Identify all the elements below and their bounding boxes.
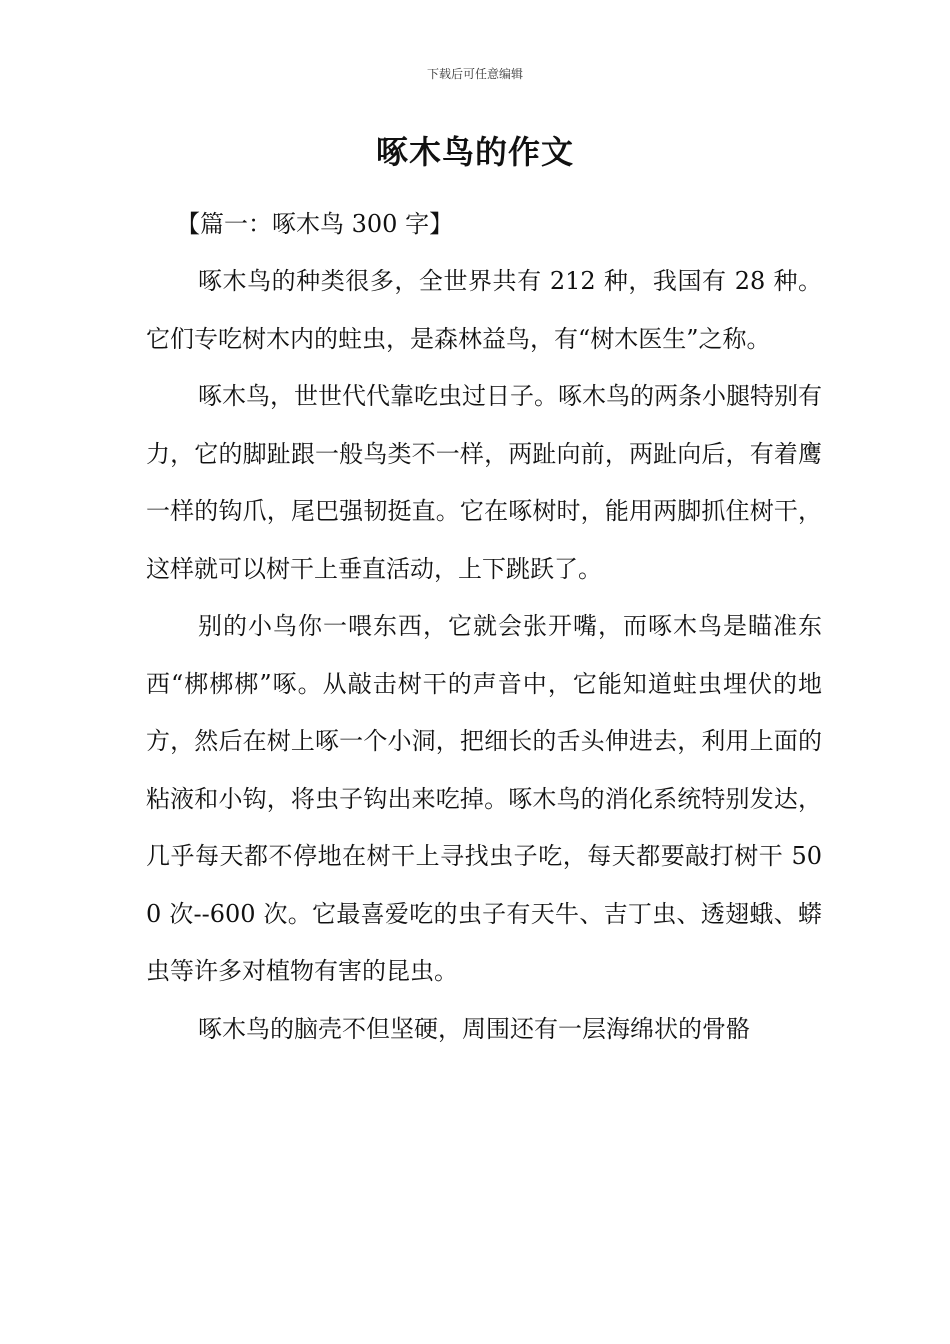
section-heading: 【篇一：啄木鸟 300 字】 xyxy=(176,210,454,238)
header-note: 下载后可任意编辑 xyxy=(426,67,523,81)
paragraph-3: 别的小鸟你一喂东西，它就会张开嘴，而啄木鸟是瞄准东西“梆梆梆”啄。从敲击树干的声音中，它能知道蛀虫埋伏的地方，然后在树上啄一个小洞，把细长的舌头伸进去，利用上面的粘液和小钩，将虫子钩出来吃掉。啄木鸟的消化系统特别发达，几乎每天都不停地在树干上寻找虫子吃，每天都要敲打树干 500 次--600 次。它最喜爱吃的虫子有天牛、吉丁虫、透翅蛾、蟒虫等许多对植物有害的昆虫。 xyxy=(146,612,822,985)
paragraph-1: 啄木鸟的种类很多，全世界共有 212 种，我国有 28 种。它们专吃树木内的蛀虫，是森林益鸟，有“树木医生”之称。 xyxy=(146,267,822,353)
document-title: 啄木鸟的作文 xyxy=(375,133,574,171)
paragraph-2: 啄木鸟，世世代代靠吃虫过日子。啄木鸟的两条小腿特别有力，它的脚趾跟一般鸟类不一样，两趾向前，两趾向后，有着鹰一样的钩爪，尾巴强韧挺直。它在啄树时，能用两脚抓住树干，这样就可以树干上垂直活动，上下跳跃了。 xyxy=(146,382,822,583)
document-body xyxy=(146,196,822,1058)
paragraph-4: 啄木鸟的脑壳不但坚硬，周围还有一层海绵状的骨骼 xyxy=(198,1014,750,1043)
